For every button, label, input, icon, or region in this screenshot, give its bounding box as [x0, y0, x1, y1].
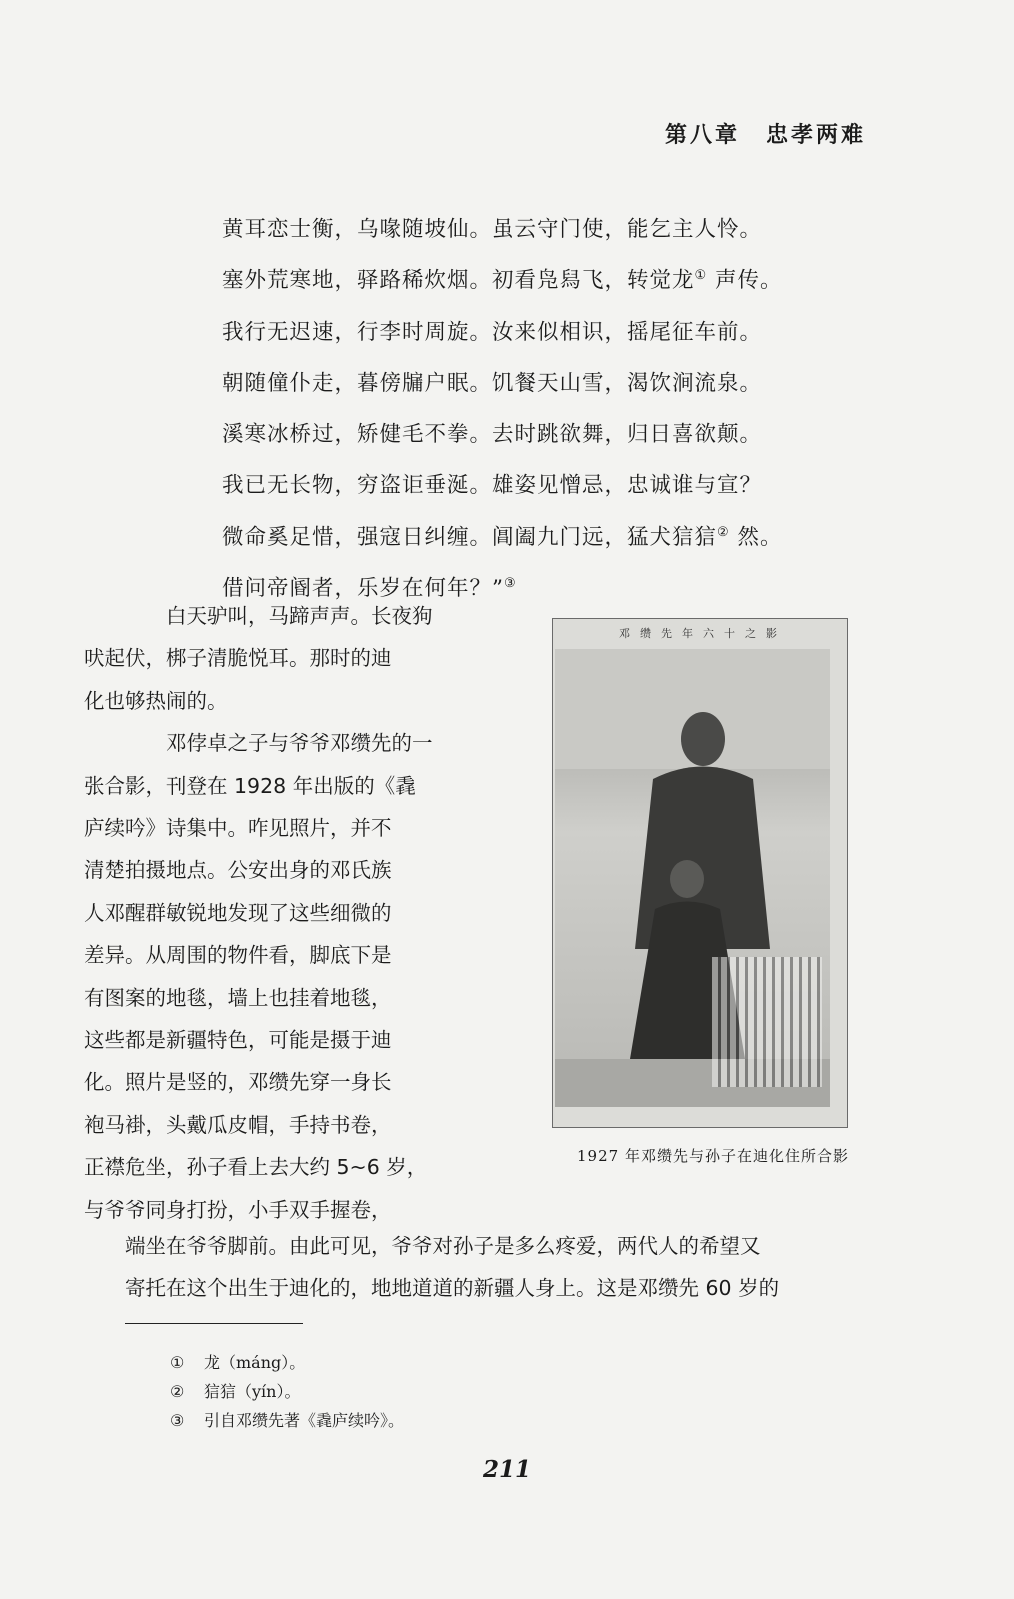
poem-line: 我行无迟速，行李时周旋。汝来似相识，摇尾征车前。 — [222, 319, 763, 345]
chapter-label: 第八章 — [664, 122, 740, 148]
footnote-item: ① 龙（máng）。 — [170, 1353, 306, 1372]
paragraph: 邓侼卓之子与爷爷邓缵先的一 张合影，刊登在 1928 年出版的《毳 庐续吟》诗集中。咋见照片，并不 清楚拍摄地点。公安出身的邓氏族 人邓醒群敏锐地发现了这些细微的 差异。从周围的物件看，脚底下是 有图案的地毯，墙上也挂着地毯， 这些都是新疆特色，可能是摄于迪 化。照片是竖的，邓缵先穿一身长 袍马褂，头戴瓜皮帽，手持书卷， 正襟危坐，孙子看上去大约 5~6 岁， 与爷爷同身打扮，小手双手握卷， — [84, 731, 433, 1222]
body-text-column — [84, 595, 497, 1231]
text-line: 寄托在这个出生于迪化的，地地道道的新疆人身上。这是邓缵先 60 岁的 — [125, 1276, 780, 1301]
poem-line: 溪寒冰桥过，矫健毛不拳。去时跳欲舞，归日喜欲颠。 — [222, 422, 763, 448]
photo-top-caption: 邓缵先年六十之影 — [619, 627, 787, 640]
body-text-continued — [125, 1225, 885, 1310]
photo-inscription — [712, 957, 822, 1087]
footnote-item: ② 狺狺（yín）。 — [170, 1382, 301, 1401]
text-line: 端坐在爷爷脚前。由此可见，爷爷对孙子是多么疼爱，两代人的希望又 — [125, 1234, 761, 1258]
poem-line: 我已无长物，穷盗讵垂涎。雄姿见憎忌，忠诚谁与宣？ — [222, 473, 763, 499]
footnote-item: ③ 引自邓缵先著《毳庐续吟》。 — [170, 1411, 405, 1430]
footnotes — [170, 1348, 404, 1435]
poem-line: 微命奚足惜，强寇日纠缠。阊阖九门远，猛犬狺狺② 然。 — [222, 524, 783, 550]
poem-line: 黄耳恋士衡，乌喙随坡仙。虽云守门使，能乞主人怜。 — [222, 217, 763, 242]
footnote-ref[interactable]: ② — [717, 524, 730, 540]
footnote-ref[interactable]: ① — [694, 268, 708, 284]
footnote-ref[interactable]: ③ — [504, 575, 517, 591]
page-number: 211 — [482, 1456, 531, 1483]
running-header — [665, 118, 866, 149]
footnote-divider — [125, 1323, 303, 1324]
poem-line: 塞外荒寒地，驿路稀炊烟。初看凫舄飞，转觉龙① 声传。 — [222, 268, 783, 294]
photo-image — [555, 649, 830, 1107]
chapter-title: 忠孝两难 — [765, 122, 866, 148]
paragraph: 白天驴叫，马蹄声声。长夜狗 吠起伏，梆子清脆悦耳。那时的迪 化也够热闹的。 — [84, 604, 433, 713]
poem-line: 借问帝阍者，乐岁在何年？”③ — [222, 575, 517, 602]
historical-photo — [552, 618, 848, 1128]
poem-line: 朝随僮仆走，暮傍牖户眠。饥餐天山雪，渴饮涧流泉。 — [222, 370, 763, 396]
figure-caption: 1927 年邓缵先与孙子在迪化住所合影 — [577, 1147, 849, 1165]
poem-block — [222, 212, 822, 622]
